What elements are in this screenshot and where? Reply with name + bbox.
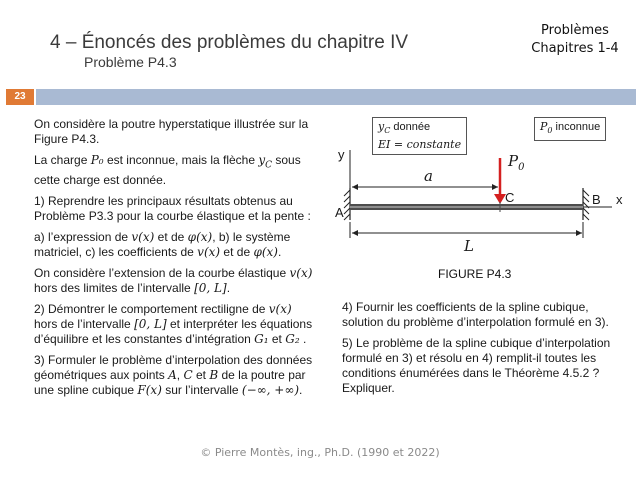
given-deflection: $y_C$ donnée — [378, 120, 431, 136]
right-support — [583, 188, 589, 220]
paragraph-extension: On considère l’extension de la courbe élastique v(x) hors des limites de l’intervalle [0, L]. — [34, 266, 313, 296]
paragraph-question-1: 1) Reprendre les principaux résultats obtenus au Problème P3.3 pour la courbe élastique et la pente : — [34, 194, 311, 224]
left-text-column — [34, 117, 314, 404]
paragraph-question-2: 2) Démontrer le comportement rectiligne de v(x) hors de l’intervalle [0, L] et interpréter les équations d’équilibre et les constantes d’intégration G₁ et G₂ . — [34, 302, 313, 347]
label-L: L — [464, 237, 474, 255]
beam-figure — [330, 140, 630, 265]
unknown-load-box: $P_0$ inconnue — [534, 117, 606, 141]
corner-label — [520, 22, 630, 58]
label-C: C — [505, 190, 515, 205]
label-x: x — [616, 192, 623, 207]
paragraph-question-5: 5) Le problème de la spline cubique d’interpolation formulé en 3) et résolu en 4) remplit-il toutes les conditions énumérées dans le Théorème 4.5.2 ? Expliquer. — [342, 336, 611, 395]
given-stiffness: EI = constante — [378, 138, 462, 152]
label-B: B — [592, 192, 601, 207]
right-text-column — [342, 300, 627, 402]
paragraph-load: La charge P₀ est inconnue, mais la flèche $y_C$ sous cette charge est donnée. — [34, 153, 301, 188]
header-band — [36, 89, 636, 105]
figure-caption: FIGURE P4.3 — [438, 267, 512, 281]
slide-title: 4 – Énoncés des problèmes du chapitre IV — [50, 32, 409, 53]
slide-subtitle: Problème P4.3 — [84, 54, 177, 70]
slide-number: 23 — [6, 89, 34, 105]
label-A: A — [335, 205, 344, 220]
copyright-footer: © Pierre Montès, ing., Ph.D. (1990 et 2022) — [200, 446, 440, 459]
corner-line-1: Problèmes — [541, 23, 609, 38]
label-a: a — [424, 167, 433, 185]
dimension-L — [350, 222, 583, 238]
paragraph-intro: On considère la poutre hyperstatique illustrée sur la Figure P4.3. — [34, 117, 309, 146]
paragraph-question-3: 3) Formuler le problème d’interpolation des données géométriques aux points A, C et B de la poutre par une spline cubique F(x) sur l’intervalle (−∞, +∞). — [34, 353, 313, 398]
paragraph-question-1-items: a) l’expression de v(x) et de φ(x), b) le système matriciel, c) les coefficients de v(x) et de φ(x). — [34, 230, 291, 260]
paragraph-question-4: 4) Fournir les coefficients de la spline cubique, solution du problème d’interpolation formulé en 3). — [342, 300, 609, 329]
corner-line-2: Chapitres 1-4 — [531, 41, 619, 56]
label-P0: $P_0$ — [508, 152, 525, 173]
label-y: y — [338, 147, 345, 162]
left-support — [344, 188, 350, 220]
